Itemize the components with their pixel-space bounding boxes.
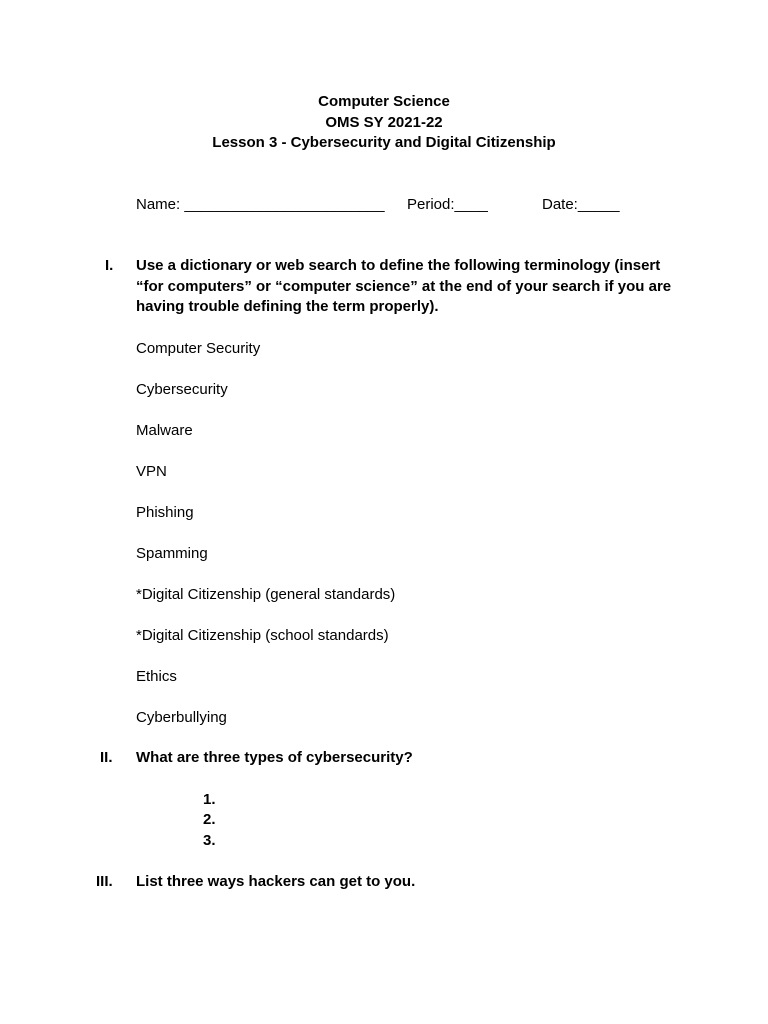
section-i-instruction-line-1: Use a dictionary or web search to define the following terminology (insert <box>136 257 661 274</box>
name-field[interactable]: Name: ________________________ <box>136 196 385 213</box>
period-field[interactable]: Period:____ <box>407 196 488 213</box>
term-item: Ethics <box>136 668 177 685</box>
school-year: OMS SY 2021-22 <box>325 113 443 131</box>
term-item: *Digital Citizenship (general standards) <box>136 586 396 603</box>
term-item: Malware <box>136 422 193 439</box>
date-field[interactable]: Date:_____ <box>542 196 620 213</box>
term-item: Computer Security <box>136 340 261 357</box>
section-number-i: I. <box>105 257 114 274</box>
term-item: Cybersecurity <box>136 381 228 398</box>
section-number-iii: III. <box>96 873 113 890</box>
answer-number: 3. <box>203 832 216 849</box>
term-item: Spamming <box>136 545 208 562</box>
answer-number: 1. <box>203 791 216 808</box>
term-item: Phishing <box>136 504 194 521</box>
term-item: *Digital Citizenship (school standards) <box>136 627 389 644</box>
term-item: Cyberbullying <box>136 709 227 726</box>
worksheet-header <box>0 92 768 154</box>
course-title: Computer Science <box>318 93 450 110</box>
answer-number: 2. <box>203 811 216 828</box>
section-number-ii: II. <box>100 749 113 766</box>
section-iii-question: List three ways hackers can get to you. <box>136 873 416 890</box>
section-i-instruction-line-2: “for computers” or “computer science” at the end of your search if you are <box>136 278 672 295</box>
section-ii-question: What are three types of cybersecurity? <box>136 749 413 766</box>
section-i-instruction-line-3: having trouble defining the term properly). <box>136 298 439 315</box>
student-info-line <box>0 195 768 215</box>
term-item: VPN <box>136 463 167 480</box>
lesson-title: Lesson 3 - Cybersecurity and Digital Citizenship <box>212 134 556 151</box>
